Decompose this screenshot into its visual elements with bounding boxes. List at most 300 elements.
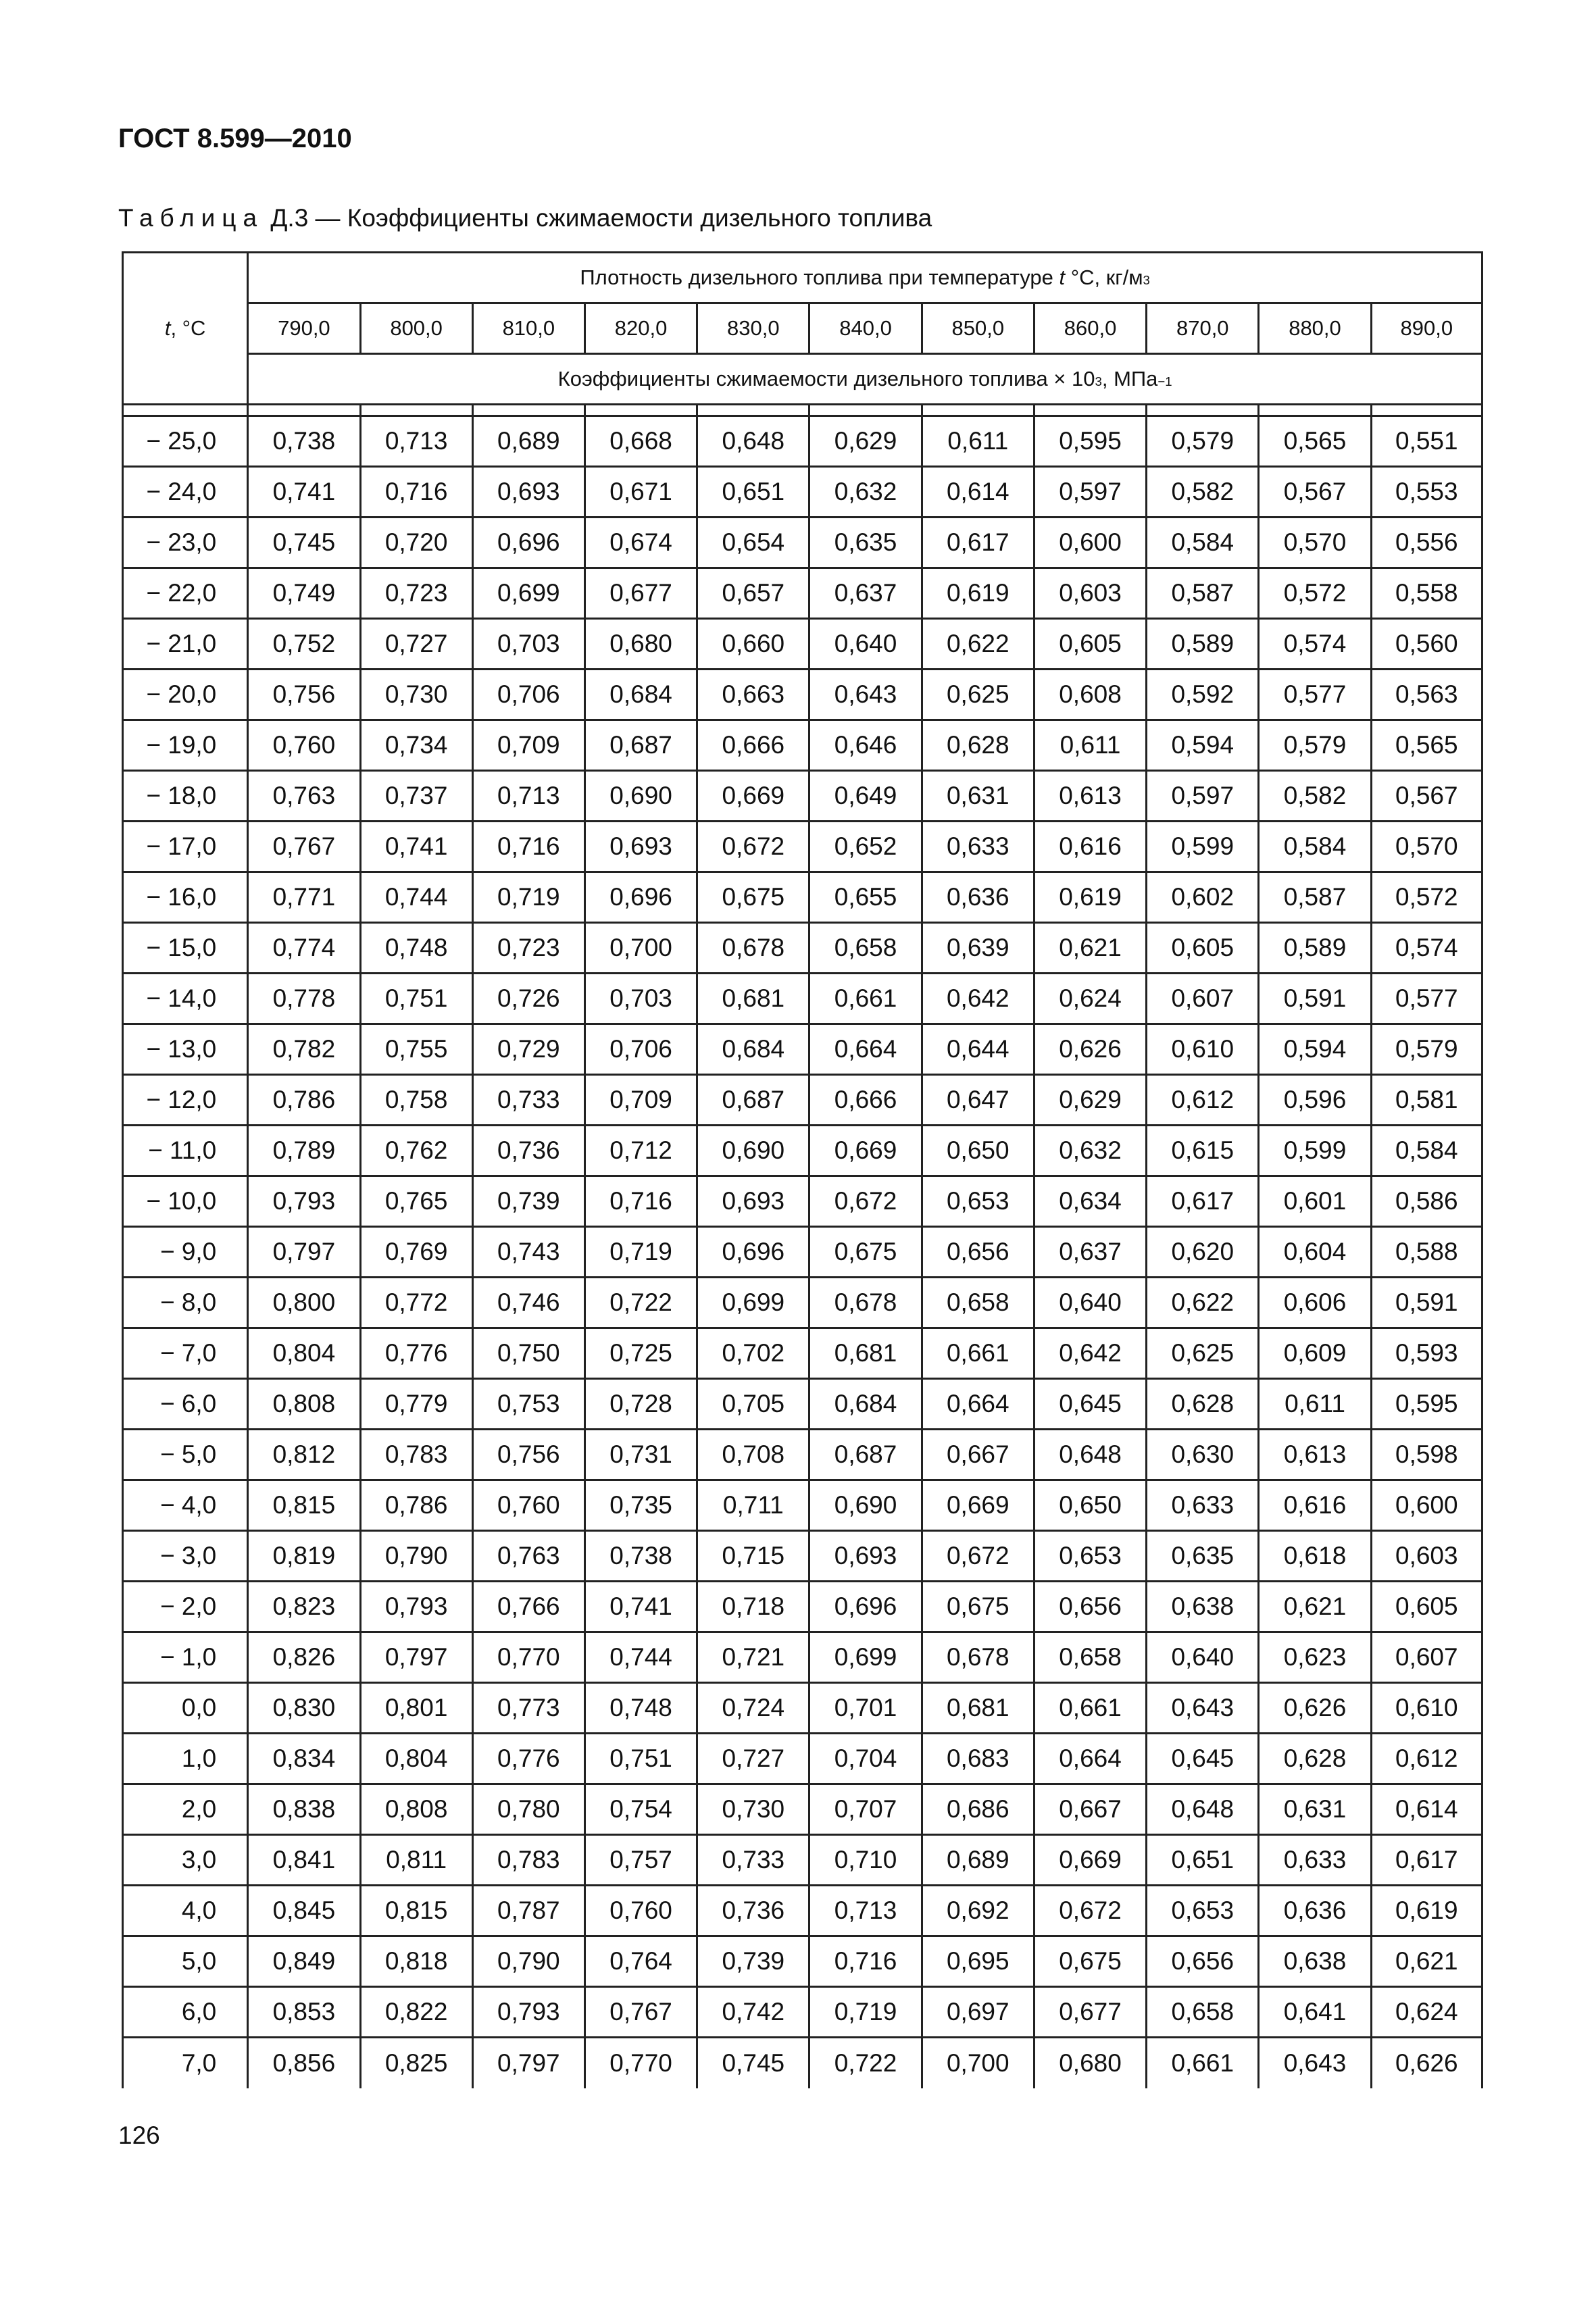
coefficient-cell: 0,812	[248, 1430, 360, 1480]
table-row	[123, 1784, 1482, 1835]
coefficient-cell: 0,748	[360, 923, 472, 974]
temperature-cell: − 20,0	[123, 670, 248, 720]
coefficient-cell: 0,722	[584, 1278, 697, 1328]
coefficient-cell: 0,753	[472, 1379, 584, 1430]
coefficient-cell: 0,642	[922, 974, 1034, 1024]
temperature-cell: − 4,0	[123, 1480, 248, 1531]
coefficient-cell: 0,706	[472, 670, 584, 720]
coefficient-cell: 0,713	[472, 771, 584, 822]
temperature-cell: − 13,0	[123, 1024, 248, 1075]
table-row	[123, 416, 1482, 467]
coefficient-cell: 0,713	[360, 416, 472, 467]
coefficient-cell: 0,615	[1147, 1126, 1259, 1176]
coefficient-cell: 0,600	[1371, 1480, 1482, 1531]
coefficient-cell: 0,760	[472, 1480, 584, 1531]
coefficient-cell: 0,603	[1371, 1531, 1482, 1582]
temperature-cell: − 16,0	[123, 872, 248, 923]
coefficient-cell: 0,752	[248, 619, 360, 670]
coefficient-cell: 0,641	[1259, 1987, 1371, 2038]
coefficient-cell: 0,556	[1371, 518, 1482, 568]
table-row	[123, 872, 1482, 923]
coefficient-cell: 0,678	[697, 923, 809, 974]
coefficient-cell: 0,689	[472, 416, 584, 467]
coefficient-cell: 0,709	[584, 1075, 697, 1126]
coefficient-cell: 0,758	[360, 1075, 472, 1126]
temperature-cell: − 5,0	[123, 1430, 248, 1480]
table-row	[123, 1075, 1482, 1126]
coefficient-cell: 0,783	[472, 1835, 584, 1886]
coefficient-cell: 0,748	[584, 1683, 697, 1734]
coefficient-cell: 0,669	[809, 1126, 922, 1176]
coefficient-cell: 0,577	[1259, 670, 1371, 720]
coefficient-cell: 0,623	[1259, 1632, 1371, 1683]
coefficient-cell: 0,731	[584, 1430, 697, 1480]
coefficient-cell: 0,708	[697, 1430, 809, 1480]
coefficient-cell: 0,709	[472, 720, 584, 771]
coefficient-cell: 0,633	[1147, 1480, 1259, 1531]
table-row	[123, 1835, 1482, 1886]
coefficient-cell: 0,815	[248, 1480, 360, 1531]
coefficient-cell: 0,727	[360, 619, 472, 670]
coefficient-cell: 0,635	[809, 518, 922, 568]
coefficient-cell: 0,693	[697, 1176, 809, 1227]
coefficient-cell: 0,744	[360, 872, 472, 923]
density-value: 870,0	[1147, 303, 1259, 354]
coefficient-cell: 0,675	[1034, 1936, 1146, 1987]
temperature-column-header: t, °C	[123, 253, 248, 405]
coefficient-cell: 0,656	[922, 1227, 1034, 1278]
coefficient-cell: 0,621	[1371, 1936, 1482, 1987]
coefficient-cell: 0,736	[472, 1126, 584, 1176]
coefficient-cell: 0,738	[584, 1531, 697, 1582]
temperature-cell: − 22,0	[123, 568, 248, 619]
coefficient-cell: 0,760	[248, 720, 360, 771]
coefficient-cell: 0,767	[584, 1987, 697, 2038]
coefficient-cell: 0,626	[1259, 1683, 1371, 1734]
coefficient-cell: 0,815	[360, 1886, 472, 1936]
coefficient-cell: 0,651	[697, 467, 809, 518]
coefficient-cell: 0,582	[1259, 771, 1371, 822]
temperature-cell: − 23,0	[123, 518, 248, 568]
coefficient-header: Коэффициенты сжимаемости дизельного топлива × $10^3$, МПа$^{-1}$	[248, 354, 1482, 405]
coefficient-cell: 0,699	[697, 1278, 809, 1328]
coefficient-cell: 0,570	[1371, 822, 1482, 872]
coefficient-cell: 0,719	[472, 872, 584, 923]
coefficient-cell: 0,723	[472, 923, 584, 974]
coefficient-cell: 0,696	[472, 518, 584, 568]
coefficient-cell: 0,612	[1147, 1075, 1259, 1126]
coefficient-cell: 0,604	[1259, 1227, 1371, 1278]
coefficient-cell: 0,689	[922, 1835, 1034, 1886]
coefficient-cell: 0,650	[922, 1126, 1034, 1176]
table-row	[123, 1430, 1482, 1480]
table-row	[123, 1987, 1482, 2038]
coefficient-cell: 0,637	[809, 568, 922, 619]
coefficient-cell: 0,675	[809, 1227, 922, 1278]
coefficient-cell: 0,675	[697, 872, 809, 923]
coefficient-cell: 0,678	[809, 1278, 922, 1328]
coefficient-cell: 0,616	[1034, 822, 1146, 872]
coefficient-cell: 0,611	[1259, 1379, 1371, 1430]
coefficient-cell: 0,645	[1034, 1379, 1146, 1430]
temperature-cell: − 2,0	[123, 1582, 248, 1632]
coefficient-cell: 0,718	[697, 1582, 809, 1632]
coefficient-cell: 0,710	[809, 1835, 922, 1886]
coefficient-cell: 0,733	[697, 1835, 809, 1886]
coefficient-cell: 0,625	[922, 670, 1034, 720]
table-row	[123, 1734, 1482, 1784]
coefficient-cell: 0,646	[809, 720, 922, 771]
coefficient-cell: 0,704	[809, 1734, 922, 1784]
coefficient-cell: 0,778	[248, 974, 360, 1024]
coefficient-cell: 0,693	[472, 467, 584, 518]
coefficient-cell: 0,672	[809, 1176, 922, 1227]
coefficient-cell: 0,644	[922, 1024, 1034, 1075]
coefficient-cell: 0,658	[809, 923, 922, 974]
density-value: 820,0	[584, 303, 697, 354]
coefficient-cell: 0,660	[697, 619, 809, 670]
coefficient-cell: 0,715	[697, 1531, 809, 1582]
coefficient-cell: 0,608	[1034, 670, 1146, 720]
table-row	[123, 1328, 1482, 1379]
coefficient-cell: 0,746	[472, 1278, 584, 1328]
temperature-cell: 1,0	[123, 1734, 248, 1784]
coefficient-cell: 0,801	[360, 1683, 472, 1734]
coefficient-cell: 0,808	[248, 1379, 360, 1430]
coefficient-cell: 0,797	[360, 1632, 472, 1683]
coefficient-cell: 0,611	[1034, 720, 1146, 771]
coefficient-cell: 0,776	[472, 1734, 584, 1784]
density-header: Плотность дизельного топлива при температуре t °C, $кг/м^3$	[248, 253, 1482, 303]
coefficient-cell: 0,841	[248, 1835, 360, 1886]
coefficient-cell: 0,598	[1371, 1430, 1482, 1480]
coefficient-cell: 0,849	[248, 1936, 360, 1987]
coefficient-cell: 0,764	[584, 1936, 697, 1987]
coefficient-cell: 0,668	[584, 416, 697, 467]
coefficient-cell: 0,656	[1147, 1936, 1259, 1987]
coefficient-cell: 0,601	[1259, 1176, 1371, 1227]
coefficient-cell: 0,808	[360, 1784, 472, 1835]
density-value: 810,0	[472, 303, 584, 354]
coefficient-cell: 0,658	[1034, 1632, 1146, 1683]
coefficient-cell: 0,771	[248, 872, 360, 923]
header-separator-row	[123, 405, 1482, 416]
temperature-cell: − 9,0	[123, 1227, 248, 1278]
coefficient-cell: 0,603	[1034, 568, 1146, 619]
coefficient-cell: 0,701	[809, 1683, 922, 1734]
coefficient-cell: 0,636	[922, 872, 1034, 923]
coefficient-cell: 0,681	[697, 974, 809, 1024]
coefficient-cell: 0,617	[1147, 1176, 1259, 1227]
coefficient-cell: 0,736	[697, 1886, 809, 1936]
coefficient-cell: 0,618	[1259, 1531, 1371, 1582]
coefficient-cell: 0,595	[1034, 416, 1146, 467]
coefficient-cell: 0,607	[1371, 1632, 1482, 1683]
coefficient-cell: 0,652	[809, 822, 922, 872]
coefficient-cell: 0,653	[1147, 1886, 1259, 1936]
coefficient-cell: 0,629	[1034, 1075, 1146, 1126]
page-number: 126	[118, 2121, 160, 2149]
coefficient-cell: 0,595	[1371, 1379, 1482, 1430]
coefficient-cell: 0,606	[1259, 1278, 1371, 1328]
coefficient-cell: 0,674	[584, 518, 697, 568]
coefficient-cell: 0,565	[1259, 416, 1371, 467]
table-row	[123, 1936, 1482, 1987]
coefficient-cell: 0,597	[1147, 771, 1259, 822]
temperature-cell: − 11,0	[123, 1126, 248, 1176]
coefficient-cell: 0,614	[922, 467, 1034, 518]
coefficient-cell: 0,655	[809, 872, 922, 923]
coefficient-cell: 0,681	[809, 1328, 922, 1379]
coefficient-cell: 0,760	[584, 1886, 697, 1936]
coefficient-cell: 0,716	[472, 822, 584, 872]
coefficient-cell: 0,594	[1147, 720, 1259, 771]
coefficient-cell: 0,642	[1034, 1328, 1146, 1379]
coefficient-cell: 0,593	[1371, 1328, 1482, 1379]
coefficient-cell: 0,776	[360, 1328, 472, 1379]
density-value: 840,0	[809, 303, 922, 354]
coefficient-cell: 0,681	[922, 1683, 1034, 1734]
caption-label: Таблица	[118, 204, 264, 232]
coefficient-cell: 0,697	[922, 1987, 1034, 2038]
coefficient-cell: 0,800	[248, 1278, 360, 1328]
coefficient-cell: 0,629	[809, 416, 922, 467]
coefficient-cell: 0,631	[922, 771, 1034, 822]
temperature-cell: − 1,0	[123, 1632, 248, 1683]
coefficient-cell: 0,611	[922, 416, 1034, 467]
coefficient-cell: 0,811	[360, 1835, 472, 1886]
coefficient-cell: 0,648	[1147, 1784, 1259, 1835]
coefficient-cell: 0,607	[1147, 974, 1259, 1024]
coefficient-cell: 0,591	[1259, 974, 1371, 1024]
coefficient-cell: 0,699	[809, 1632, 922, 1683]
coefficient-cell: 0,666	[697, 720, 809, 771]
coefficient-cell: 0,643	[809, 670, 922, 720]
temperature-cell: − 10,0	[123, 1176, 248, 1227]
coefficient-cell: 0,684	[584, 670, 697, 720]
coefficient-cell: 0,613	[1259, 1430, 1371, 1480]
coefficient-cell: 0,763	[248, 771, 360, 822]
table-row	[123, 1531, 1482, 1582]
coefficient-cell: 0,745	[248, 518, 360, 568]
coefficient-cell: 0,645	[1147, 1734, 1259, 1784]
coefficient-cell: 0,741	[360, 822, 472, 872]
coefficient-cell: 0,700	[584, 923, 697, 974]
coefficient-cell: 0,733	[472, 1075, 584, 1126]
coefficient-cell: 0,666	[809, 1075, 922, 1126]
coefficient-cell: 0,711	[697, 1480, 809, 1531]
coefficient-cell: 0,667	[1034, 1784, 1146, 1835]
coefficient-cell: 0,661	[922, 1328, 1034, 1379]
coefficient-cell: 0,780	[472, 1784, 584, 1835]
coefficient-cell: 0,678	[922, 1632, 1034, 1683]
table-row	[123, 720, 1482, 771]
coefficient-cell: 0,640	[809, 619, 922, 670]
coefficient-cell: 0,609	[1259, 1328, 1371, 1379]
coefficient-cell: 0,672	[1034, 1886, 1146, 1936]
coefficient-cell: 0,723	[360, 568, 472, 619]
density-value: 830,0	[697, 303, 809, 354]
coefficient-cell: 0,756	[472, 1430, 584, 1480]
coefficient-cell: 0,690	[584, 771, 697, 822]
coefficient-cell: 0,588	[1371, 1227, 1482, 1278]
coefficient-cell: 0,570	[1259, 518, 1371, 568]
coefficient-cell: 0,754	[584, 1784, 697, 1835]
coefficient-cell: 0,648	[697, 416, 809, 467]
coefficient-cell: 0,625	[1147, 1328, 1259, 1379]
coefficient-cell: 0,628	[922, 720, 1034, 771]
coefficient-cell: 0,787	[472, 1886, 584, 1936]
temperature-cell: 4,0	[123, 1886, 248, 1936]
coefficient-cell: 0,582	[1147, 467, 1259, 518]
temperature-cell: − 24,0	[123, 467, 248, 518]
coefficient-cell: 0,587	[1259, 872, 1371, 923]
coefficient-cell: 0,789	[248, 1126, 360, 1176]
coefficient-cell: 0,684	[809, 1379, 922, 1430]
coefficient-cell: 0,572	[1371, 872, 1482, 923]
coefficient-cell: 0,664	[1034, 1734, 1146, 1784]
temperature-cell: − 17,0	[123, 822, 248, 872]
coefficient-cell: 0,786	[360, 1480, 472, 1531]
coefficient-cell: 0,574	[1371, 923, 1482, 974]
coefficient-cell: 0,743	[472, 1227, 584, 1278]
coefficient-cell: 0,742	[697, 1987, 809, 2038]
coefficient-cell: 0,563	[1371, 670, 1482, 720]
coefficient-cell: 0,716	[360, 467, 472, 518]
temperature-cell: − 15,0	[123, 923, 248, 974]
coefficient-cell: 0,567	[1259, 467, 1371, 518]
coefficient-cell: 0,651	[1147, 1835, 1259, 1886]
coefficient-cell: 0,589	[1259, 923, 1371, 974]
coefficient-cell: 0,769	[360, 1227, 472, 1278]
coefficient-cell: 0,672	[922, 1531, 1034, 1582]
coefficient-cell: 0,762	[360, 1126, 472, 1176]
coefficient-cell: 0,614	[1371, 1784, 1482, 1835]
coefficient-cell: 0,690	[697, 1126, 809, 1176]
coefficient-cell: 0,739	[472, 1176, 584, 1227]
coefficient-cell: 0,677	[1034, 1987, 1146, 2038]
coefficient-cell: 0,605	[1034, 619, 1146, 670]
coefficient-cell: 0,703	[472, 619, 584, 670]
temperature-cell: − 19,0	[123, 720, 248, 771]
table-row	[123, 822, 1482, 872]
coefficient-cell: 0,707	[809, 1784, 922, 1835]
coefficient-cell: 0,650	[1034, 1480, 1146, 1531]
coefficient-cell: 0,737	[360, 771, 472, 822]
coefficient-cell: 0,770	[584, 2038, 697, 2088]
coefficient-cell: 0,680	[1034, 2038, 1146, 2088]
coefficient-cell: 0,565	[1371, 720, 1482, 771]
coefficient-cell: 0,567	[1371, 771, 1482, 822]
coefficient-cell: 0,636	[1259, 1886, 1371, 1936]
table-row	[123, 1278, 1482, 1328]
coefficient-cell: 0,587	[1147, 568, 1259, 619]
coefficient-cell: 0,797	[248, 1227, 360, 1278]
coefficient-cell: 0,693	[584, 822, 697, 872]
table-row	[123, 1480, 1482, 1531]
coefficient-cell: 0,633	[1259, 1835, 1371, 1886]
coefficient-cell: 0,584	[1371, 1126, 1482, 1176]
density-value: 790,0	[248, 303, 360, 354]
coefficient-cell: 0,617	[1371, 1835, 1482, 1886]
coefficient-cell: 0,656	[1034, 1582, 1146, 1632]
coefficient-cell: 0,705	[697, 1379, 809, 1430]
temperature-cell: − 7,0	[123, 1328, 248, 1379]
coefficient-cell: 0,664	[922, 1379, 1034, 1430]
coefficient-cell: 0,579	[1147, 416, 1259, 467]
coefficient-cell: 0,693	[809, 1531, 922, 1582]
coefficient-cell: 0,675	[922, 1582, 1034, 1632]
coefficient-cell: 0,621	[1259, 1582, 1371, 1632]
coefficient-cell: 0,700	[922, 2038, 1034, 2088]
coefficient-cell: 0,745	[697, 2038, 809, 2088]
coefficient-cell: 0,631	[1259, 1784, 1371, 1835]
coefficient-cell: 0,750	[472, 1328, 584, 1379]
coefficient-cell: 0,822	[360, 1987, 472, 2038]
coefficient-cell: 0,589	[1147, 619, 1259, 670]
coefficient-cell: 0,581	[1371, 1075, 1482, 1126]
coefficient-cell: 0,671	[584, 467, 697, 518]
coefficient-cell: 0,729	[472, 1024, 584, 1075]
coefficient-cell: 0,584	[1259, 822, 1371, 872]
coefficient-cell: 0,635	[1147, 1531, 1259, 1582]
coefficient-cell: 0,818	[360, 1936, 472, 1987]
coefficient-cell: 0,696	[584, 872, 697, 923]
coefficient-cell: 0,751	[584, 1734, 697, 1784]
temperature-cell: − 3,0	[123, 1531, 248, 1582]
coefficient-cell: 0,654	[697, 518, 809, 568]
coefficient-cell: 0,628	[1259, 1734, 1371, 1784]
coefficient-cell: 0,695	[922, 1936, 1034, 1987]
coefficient-cell: 0,687	[697, 1075, 809, 1126]
coefficient-cell: 0,680	[584, 619, 697, 670]
coefficient-cell: 0,721	[697, 1632, 809, 1683]
coefficient-cell: 0,626	[1034, 1024, 1146, 1075]
coefficient-cell: 0,692	[922, 1886, 1034, 1936]
table-caption	[118, 204, 932, 232]
coefficient-cell: 0,592	[1147, 670, 1259, 720]
coefficient-cell: 0,838	[248, 1784, 360, 1835]
caption-number: Д.3	[270, 204, 309, 232]
coefficient-cell: 0,610	[1147, 1024, 1259, 1075]
temperature-cell: − 25,0	[123, 416, 248, 467]
coefficient-cell: 0,594	[1259, 1024, 1371, 1075]
coefficient-cell: 0,677	[584, 568, 697, 619]
coefficient-cell: 0,853	[248, 1987, 360, 2038]
temperature-cell: 0,0	[123, 1683, 248, 1734]
coefficient-cell: 0,793	[360, 1582, 472, 1632]
coefficient-cell: 0,640	[1147, 1632, 1259, 1683]
coefficient-cell: 0,727	[697, 1734, 809, 1784]
coefficient-cell: 0,724	[697, 1683, 809, 1734]
density-value: 850,0	[922, 303, 1034, 354]
coefficient-cell: 0,749	[248, 568, 360, 619]
coefficient-cell: 0,599	[1259, 1126, 1371, 1176]
coefficient-cell: 0,632	[1034, 1126, 1146, 1176]
coefficient-cell: 0,765	[360, 1176, 472, 1227]
coefficient-cell: 0,825	[360, 2038, 472, 2088]
temperature-cell: − 8,0	[123, 1278, 248, 1328]
coefficient-cell: 0,696	[809, 1582, 922, 1632]
coefficient-cell: 0,579	[1259, 720, 1371, 771]
coefficient-cell: 0,766	[472, 1582, 584, 1632]
table-row	[123, 2038, 1482, 2088]
coefficient-cell: 0,725	[584, 1328, 697, 1379]
coefficient-cell: 0,687	[584, 720, 697, 771]
coefficient-cell: 0,577	[1371, 974, 1482, 1024]
temperature-cell: 3,0	[123, 1835, 248, 1886]
coefficient-cell: 0,612	[1371, 1734, 1482, 1784]
